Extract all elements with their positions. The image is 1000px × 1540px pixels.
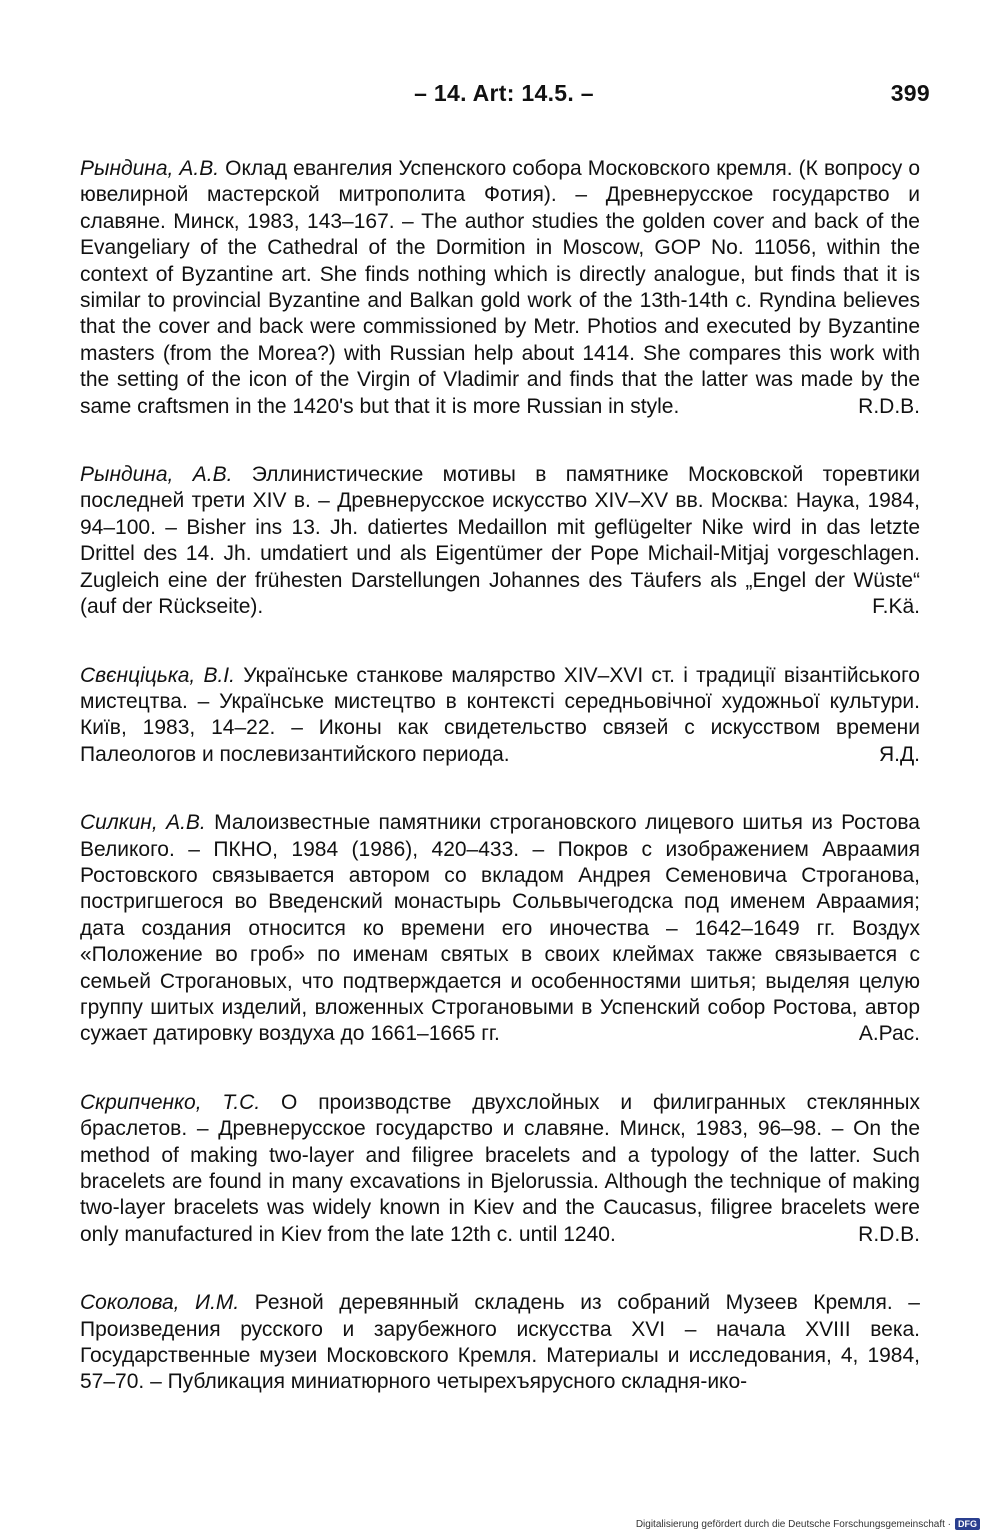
entry-signature: А.Рас. (858, 1022, 920, 1046)
bibliography-entry (80, 1290, 920, 1396)
bibliography-entry (80, 156, 920, 420)
entry-author: Рындина, А.В. (80, 463, 233, 487)
page-header (78, 80, 930, 114)
bibliography-entry (80, 1090, 920, 1248)
entry-text: О производстве двухслойных и филигранных стеклянных браслетов. – Древнерусское государство и славяне. Минск, 1983, 96–98. – On the method of making two-layer and filigree bracelets and a typology of the latter. Such bracelets are found in many excavations in Bjelorussia. Although the technique of making two-layer bracelets was widely known in Kiev and the Caucasus, filigree bracelets were only manufactured in Kiev from the late 12th c. until 1240. (80, 1090, 920, 1246)
entry-text: Оклад евангелия Успенского собора Московского кремля. (К вопросу о ювелирной мастерской митрополита Фотия). – Древнерусское государство и славяне. Минск, 1983, 143–167. – The author studies the golden cover and back of the Evangeliary of the Cathedral of the Dormition in Moscow, GOP No. 11056, within the context of Byzantine art. She finds nothing which is directly analogue, but finds that it is similar to provincial Byzantine and Balkan gold work of the 13th-14th c. Ryndina believes that the cover and back were commissioned by Metr. Photios and executed by Byzantine masters (from the Morea?) with Russian help about 1414. She compares this work with the setting of the icon of the Virgin of Vladimir and finds that the latter was made by the same craftsmen in the 1420's but that it is more Russian in style. (80, 157, 921, 418)
entry-signature: Я.Д. (878, 742, 920, 766)
dfg-logo: DFG (955, 1518, 980, 1530)
entry-signature: R.D.B. (858, 1222, 920, 1246)
bibliography-entries (80, 156, 920, 1438)
entry-text: Резной деревянный складень из собраний Музеев Кремля. – Произведения русского и зарубежного искусства XVI – начала XVIII века. Государственные музеи Московского Кремля. Материалы и исследования, 4, 1984, 57–70. – Публикация миниатюрного четырехъярусного складня-ико- (80, 1291, 920, 1394)
credit-text: Digitalisierung gefördert durch die Deutsche Forschungsgemeinschaft · (635, 1518, 951, 1530)
entry-text: Малоизвестные памятники строгановского лицевого шитья из Ростова Великого. – ПКНО, 1984 (1986), 420–433. – Покров с изображением Авраамия Ростовского связывается автором со вкладом Андрея Семеновича Строганова, постригшегося во Введенский монастырь Сольвычегодска под именем Авраамия; дата создания относится ко времени его иночества – 1642–1649 гг. Воздух «Положение во гроб» по именам святых в своих клеймах также связывается с семьей Строгановых, что подтверждается и особенностями шитья; выделяя целую группу шитых изделий, вложенных Строгановыми в Успенский собор Ростова, автор сужает датировку воздуха до 1661–1665 гг. (80, 811, 920, 1046)
entry-author: Свєнціцька, В.І. (80, 663, 235, 687)
entry-author: Соколова, И.М. (80, 1291, 240, 1315)
entry-text: Українське станкове малярство XIV–XVI ст. і традиції візантійського мистецтва. – Українське мистецтво в контексті середньовічної художньої культури. Київ, 1983, 14–22. – Иконы как свидетельство связей с искусством времени Палеологов и послевизантийского периода. (80, 663, 920, 766)
entry-signature: R.D.B. (858, 394, 920, 418)
entry-author: Силкин, А.В. (80, 811, 206, 835)
entry-signature: F.Kä. (872, 595, 920, 619)
bibliography-entry (80, 663, 920, 769)
entry-text: Эллинистические мотивы в памятнике Московской торевтики последней трети XIV в. – Древнерусское искусство XIV–XV вв. Москва: Наука, 1984, 94–100. – Bisher ins 13. Jh. datiertes Medaillon mit geflügelter Nike wird in das letzte Drittel des 14. Jh. umdatiert und als Eigentümer der Pope Michail-Mitjaj vorgeschlagen. Zugleich eine der frühesten Darstellungen Johannes des Täufers als „Engel der Wüste“ (auf der Rückseite). (80, 463, 920, 619)
entry-author: Скрипченко, Т.С. (80, 1090, 261, 1114)
digitization-credit (636, 1518, 980, 1530)
section-heading: – 14. Art: 14.5. – (414, 80, 594, 106)
page-number: 399 (890, 80, 930, 106)
bibliography-entry (80, 810, 920, 1048)
bibliography-entry (80, 462, 920, 620)
entry-author: Рындина, А.В. (80, 157, 220, 180)
